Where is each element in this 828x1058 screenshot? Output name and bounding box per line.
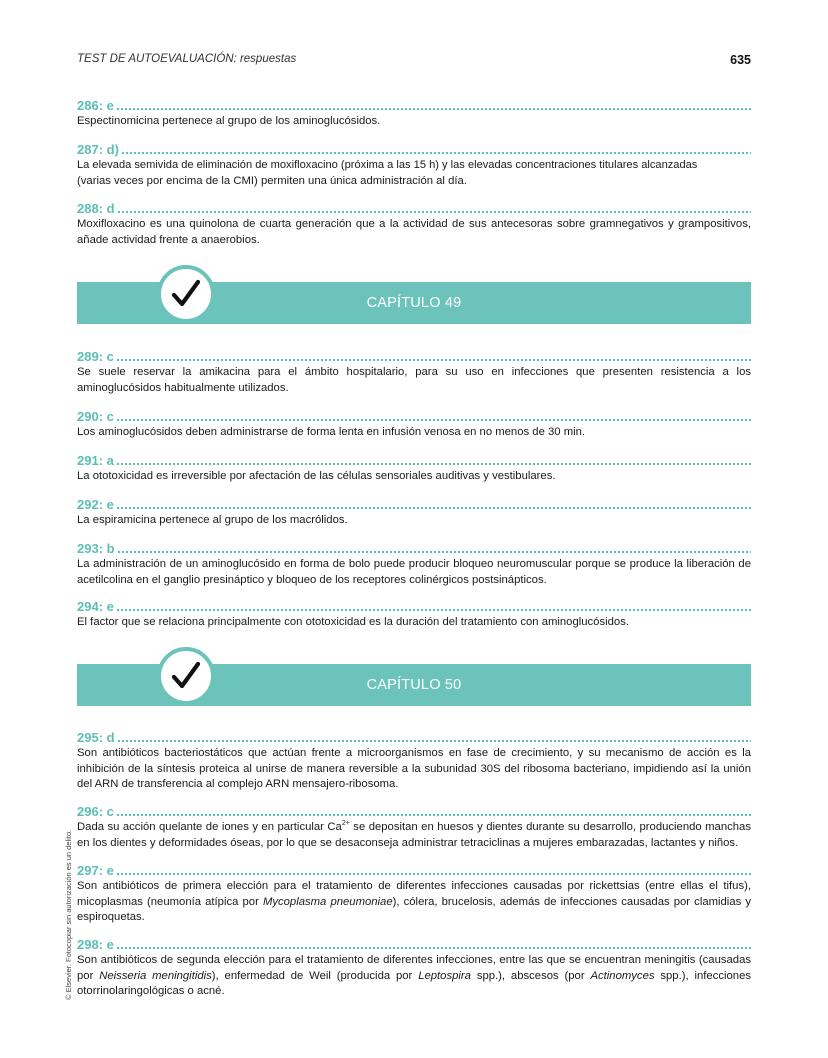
dot-leader <box>116 418 751 422</box>
dot-leader <box>117 739 751 743</box>
answer-label: 297: e <box>77 863 751 878</box>
answer-295 <box>77 730 751 793</box>
answer-label: 289: c <box>77 349 751 364</box>
dot-leader <box>116 107 751 111</box>
dot-leader <box>116 608 751 612</box>
dot-leader <box>121 151 751 155</box>
copyright-notice: © Elsevier. Fotocopiar sin autorización es un delito. <box>64 829 73 1000</box>
dot-leader <box>116 872 751 876</box>
answer-text: Se suele reservar la amikacina para el ámbito hospitalario, para su uso en infecciones que presenten resistencia a los aminoglucósidos habitualmente utilizados. <box>77 366 751 394</box>
answer-label: 292: e <box>77 497 751 512</box>
answer-label: 296: c <box>77 804 751 819</box>
dot-leader <box>116 813 751 817</box>
answer-286 <box>77 98 751 130</box>
answer-label: 288: d <box>77 201 751 216</box>
answer-label: 295: d <box>77 730 751 745</box>
answer-text: Son antibióticos de primera elección para el tratamiento de diferentes infecciones causadas por rickettsias (entre ellas el tifus), micoplasmas (neumonía atípica por Mycoplasma pneumoniae), cólera, brucelosis, además de infecciones causadas por clamidias y espiroquetas. <box>77 880 751 924</box>
dot-leader <box>116 358 751 362</box>
answer-text: Dada su acción quelante de iones y en particular $Ca^{2+}$ se depositan en huesos y dientes durante su desarrollo, produciendo manchas en los dientes y deformidades óseas, por lo que se desaconseja administrar tetraciclinas a mujeres embarazadas, lactantes y niños. <box>77 820 751 849</box>
answer-text: La espiramicina pertenece al grupo de los macrólidos. <box>77 514 348 526</box>
answer-294 <box>77 599 751 631</box>
answer-label: 293: b <box>77 541 751 556</box>
dot-leader <box>116 462 751 466</box>
answer-text: La administración de un aminoglucósido en forma de bolo puede producir bloqueo neuromuscular porque se produce la liberación de acetilcolina en el ganglio presináptico y bloqueo de los receptores colinérgicos postsinápticos. <box>77 558 751 586</box>
answer-text: El factor que se relaciona principalmente con ototoxicidad es la duración del tratamiento con aminoglucósidos. <box>77 616 629 628</box>
chapter-title: CAPÍTULO 49 <box>366 295 462 311</box>
answer-text: Espectinomicina pertenece al grupo de los aminoglucósidos. <box>77 115 381 127</box>
answer-text: La ototoxicidad es irreversible por afectación de las células sensoriales auditivas y vestibulares. <box>77 470 556 482</box>
answer-290 <box>77 409 751 441</box>
chapter-50-banner <box>77 664 751 706</box>
answer-label: 291: a <box>77 453 751 468</box>
answer-296 <box>77 804 751 851</box>
header-title: TEST DE AUTOEVALUACIÓN: respuestas <box>77 53 297 65</box>
answer-292 <box>77 497 751 529</box>
answer-label: 286: e <box>77 98 751 113</box>
page-number: 635 <box>730 53 751 67</box>
dot-leader <box>116 506 751 510</box>
dot-leader <box>117 550 751 554</box>
answer-text: Los aminoglucósidos deben administrarse de forma lenta en infusión venosa en no menos de 30 min. <box>77 426 586 438</box>
answer-text: Moxifloxacino es una quinolona de cuarta generación que a la actividad de sus antecesoras sobre gramnegativos y grampositivos, añade actividad frente a anaerobios. <box>77 218 751 246</box>
answer-text: La elevada semivida de eliminación de moxifloxacino (próxima a las 15 h) y las elevadas concentraciones titulares alcanzadas (varias veces por encima de la CMI) permiten una única administración al día. <box>77 159 698 187</box>
chapter-title: CAPÍTULO 50 <box>366 677 462 693</box>
chapter-49-banner <box>77 282 751 324</box>
answer-287 <box>77 142 751 189</box>
answer-label: 287: d) <box>77 142 751 157</box>
answer-298 <box>77 937 751 1000</box>
dot-leader <box>117 210 751 214</box>
answer-288 <box>77 201 751 248</box>
answer-text: Son antibióticos de segunda elección para el tratamiento de diferentes infecciones, entre las que se encuentran meningitis (causadas por Neisseria meningitidis), enfermedad de Weil (producida por Leptospira spp.), abscesos (por Actinomyces spp.), infecciones otorrinolaringológicas o acné. <box>77 954 752 998</box>
header-subtitle: respuestas <box>236 53 297 65</box>
dot-leader <box>116 946 751 950</box>
answer-label: 294: e <box>77 599 751 614</box>
answer-label: 290: c <box>77 409 751 424</box>
answer-297 <box>77 863 751 926</box>
answer-293 <box>77 541 751 588</box>
answer-text: Son antibióticos bacteriostáticos que actúan frente a microorganismos en fase de crecimiento, y su mecanismo de acción es la inhibición de la síntesis proteica al unirse de manera reversible a la subunidad 30S del ribosoma bacteriano, impidiendo así la unión del ARN de transferencia al complejo ARN mensajero-ribosoma. <box>77 747 751 791</box>
answer-291 <box>77 453 751 485</box>
running-header <box>77 53 751 69</box>
answer-label: 298: e <box>77 937 751 952</box>
answer-289 <box>77 349 751 396</box>
